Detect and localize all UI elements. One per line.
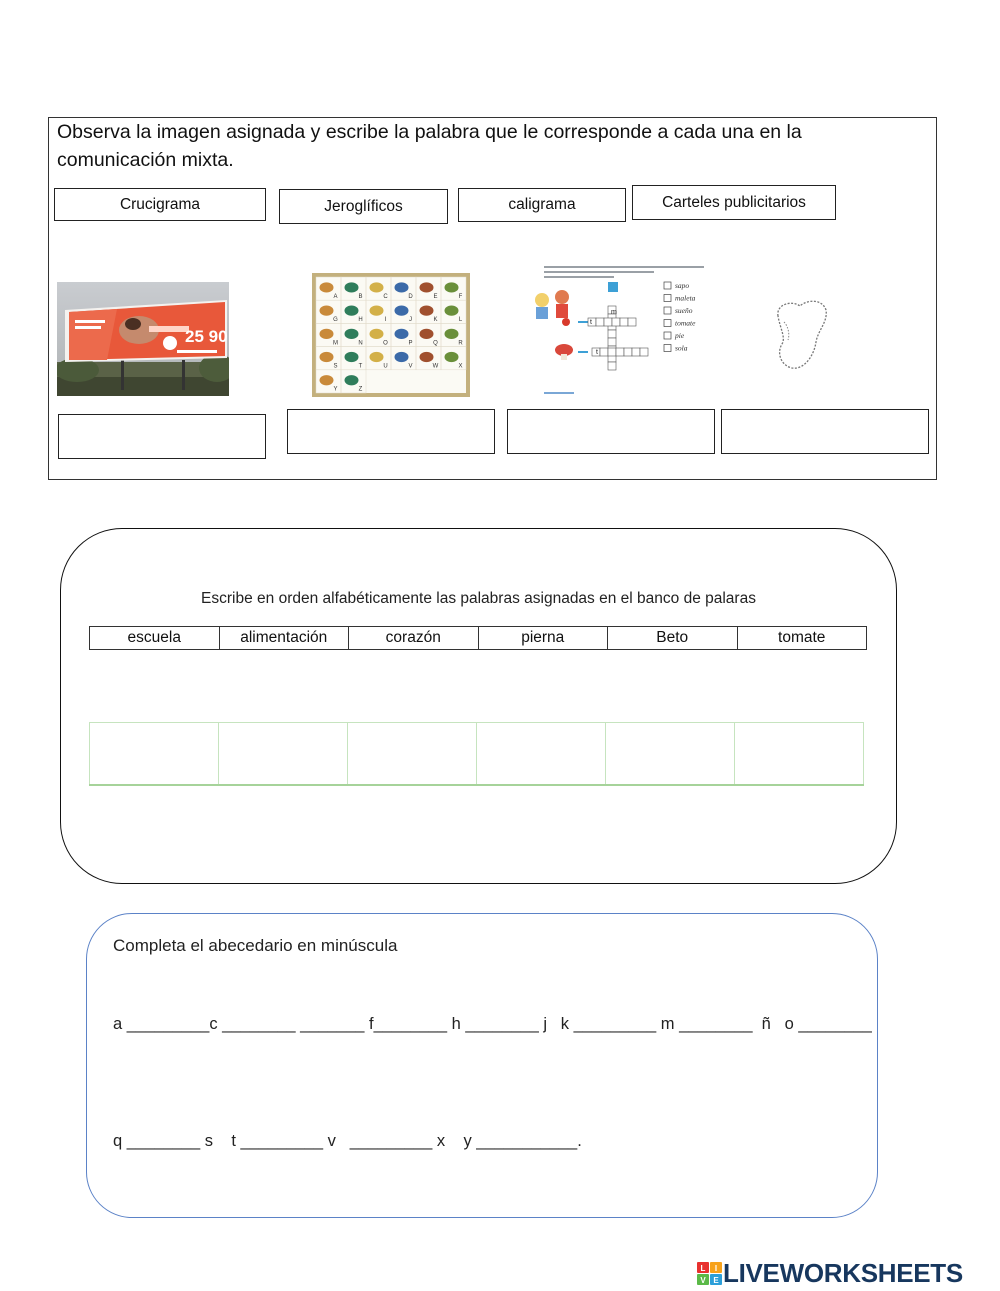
answer-input-crossword[interactable] <box>508 410 718 455</box>
alphabet-exercise-frame <box>86 913 878 1218</box>
hieroglyph-letter: C <box>383 293 388 300</box>
crossword-cell <box>628 318 636 326</box>
hieroglyph-symbol <box>345 306 359 316</box>
answer-table-underline <box>89 784 864 786</box>
hieroglyph-letter: M <box>333 340 338 347</box>
hieroglyph-letter: N <box>358 340 363 347</box>
answer-input-billboard[interactable] <box>59 415 269 460</box>
answer-input-5[interactable] <box>606 722 738 786</box>
crossword-word: pie <box>675 331 685 340</box>
answer-cell-5[interactable] <box>606 723 735 786</box>
crossword-letter: t <box>596 349 598 356</box>
hieroglyph-symbol <box>320 282 334 292</box>
answer-box-crossword[interactable] <box>507 409 715 454</box>
hieroglyph-letter: W <box>432 363 439 370</box>
crossword-word: tomate <box>675 318 696 328</box>
crossword-cell <box>604 318 612 326</box>
hieroglyph-letter: Z <box>358 386 363 393</box>
crossword-cell <box>612 318 620 326</box>
hieroglyph-letter: R <box>458 340 463 347</box>
hieroglyph-letter: V <box>408 363 413 370</box>
answer-box-hieroglyph[interactable] <box>287 409 495 454</box>
crossword-word: sueño <box>675 306 693 315</box>
hieroglyph-symbol <box>395 329 409 339</box>
crossword-worksheet-drawing <box>528 262 712 400</box>
hieroglyph-symbol <box>320 375 334 385</box>
answer-input-calligram[interactable] <box>722 410 932 455</box>
crossword-cell <box>600 348 608 356</box>
crossword-cell <box>608 338 616 346</box>
hieroglyph-symbol <box>345 329 359 339</box>
word-bank-cell: alimentación <box>219 627 349 650</box>
hieroglyph-symbol <box>420 306 434 316</box>
logo-letter: V <box>700 1275 706 1285</box>
hieroglyph-symbol <box>395 282 409 292</box>
crossword-cell <box>608 330 616 338</box>
answer-row <box>90 723 864 786</box>
answer-cell-4[interactable] <box>477 723 606 786</box>
answer-box-billboard[interactable] <box>58 414 266 459</box>
logo-letter: I <box>714 1263 718 1273</box>
hieroglyph-symbol <box>345 352 359 362</box>
crossword-word: maleta <box>675 293 696 303</box>
hieroglyph-image <box>312 273 470 397</box>
hieroglyph-letter: A <box>333 293 338 300</box>
answer-input-2[interactable] <box>219 722 351 786</box>
answer-cell-6[interactable] <box>735 723 864 786</box>
hieroglyph-symbol <box>370 352 384 362</box>
logo-text: LIVEWORKSHEETS <box>723 1258 963 1288</box>
hieroglyph-symbol <box>370 306 384 316</box>
hieroglyph-symbol <box>320 329 334 339</box>
hieroglyph-symbol <box>370 282 384 292</box>
billboard-price: 25 90 <box>185 327 228 346</box>
answer-input-3[interactable] <box>348 722 480 786</box>
crossword-cell <box>632 348 640 356</box>
billboard-image <box>57 282 229 396</box>
hieroglyph-letter: U <box>383 363 388 370</box>
hieroglyph-letter: H <box>358 317 363 324</box>
answer-box-calligram[interactable] <box>721 409 929 454</box>
hieroglyph-letter: Q <box>433 340 438 347</box>
alphabetical-instructions: Escribe en orden alfabéticamente las palabras asignadas en el banco de palaras <box>201 590 756 607</box>
liveworksheets-logo <box>697 1258 963 1289</box>
hieroglyph-symbol <box>445 352 459 362</box>
hieroglyph-letter: J <box>409 317 412 324</box>
answer-input-6[interactable] <box>735 722 867 786</box>
calligram-drawing <box>770 296 830 376</box>
logo-mark-icon <box>697 1262 723 1286</box>
word-bank-cell: tomate <box>737 627 867 650</box>
logo-letter: L <box>700 1263 706 1273</box>
hieroglyph-letter: F <box>458 293 463 300</box>
hieroglyph-letter: P <box>408 340 413 347</box>
alphabet-instructions: Completa el abecedario en minúscula <box>113 936 398 955</box>
hieroglyph-symbol <box>370 329 384 339</box>
word-option-carteles: Carteles publicitarios <box>632 185 836 220</box>
hieroglyph-letter: L <box>458 317 463 324</box>
crossword-image <box>528 262 712 400</box>
crossword-cell <box>616 348 624 356</box>
matching-instructions: Observa la imagen asignada y escribe la palabra que le corresponde a cada una en la comunicación mixta. <box>57 121 802 171</box>
crossword-word: sapo <box>675 281 690 290</box>
word-bank-table <box>89 626 867 650</box>
crossword-cell <box>620 318 628 326</box>
hieroglyph-symbol <box>320 306 334 316</box>
hieroglyph-letter: S <box>333 363 338 370</box>
hieroglyph-letter: B <box>358 293 363 300</box>
hieroglyph-letter: D <box>408 293 413 300</box>
hieroglyph-symbol <box>445 306 459 316</box>
word-option-crucigrama: Crucigrama <box>54 188 266 221</box>
hieroglyph-symbol <box>420 329 434 339</box>
hieroglyph-grid <box>312 273 470 397</box>
word-option-jeroglificos: Jeroglíficos <box>279 189 448 224</box>
hieroglyph-letter: X <box>458 363 463 370</box>
crossword-cell <box>624 348 632 356</box>
crossword-cell <box>608 362 616 370</box>
crossword-cell <box>640 348 648 356</box>
hieroglyph-symbol <box>420 352 434 362</box>
hieroglyph-symbol <box>420 282 434 292</box>
hieroglyph-symbol <box>445 329 459 339</box>
crossword-word: sola <box>675 343 688 353</box>
hieroglyph-letter: Y <box>333 386 338 393</box>
answer-cell-1[interactable] <box>90 723 219 786</box>
calligram-image <box>770 296 830 376</box>
crossword-letter: t <box>590 319 592 326</box>
hieroglyph-letter: O <box>383 340 388 347</box>
word-bank-cell: corazón <box>349 627 479 650</box>
word-bank-cell: Beto <box>608 627 738 650</box>
answer-input-hieroglyph[interactable] <box>288 410 498 455</box>
crossword-cell <box>608 348 616 356</box>
word-bank-row <box>90 627 867 650</box>
hieroglyph-symbol <box>395 352 409 362</box>
hieroglyph-symbol <box>445 282 459 292</box>
hieroglyph-letter: E <box>433 293 438 300</box>
hieroglyph-symbol <box>345 282 359 292</box>
crossword-letter: m <box>611 309 617 316</box>
hieroglyph-letter: I <box>384 317 387 324</box>
hieroglyph-symbol <box>395 306 409 316</box>
hieroglyph-symbol <box>345 375 359 385</box>
logo-letter: E <box>713 1275 719 1285</box>
crossword-cell <box>596 318 604 326</box>
hieroglyph-symbol <box>320 352 334 362</box>
hieroglyph-letter: G <box>333 317 338 324</box>
word-bank-cell: escuela <box>90 627 220 650</box>
answer-cell-2[interactable] <box>219 723 348 786</box>
answer-cell-3[interactable] <box>348 723 477 786</box>
word-option-caligrama: caligrama <box>458 188 626 222</box>
answer-input-1[interactable] <box>90 722 222 786</box>
hieroglyph-letter: T <box>358 363 363 370</box>
alphabet-line-2[interactable]: q ________ s t _________ v _________ x y ___________. <box>113 1132 582 1150</box>
hieroglyph-letter: K <box>433 317 438 324</box>
alphabetical-order-frame <box>60 528 897 884</box>
answer-input-4[interactable] <box>477 722 609 786</box>
billboard-photo <box>57 282 229 396</box>
alphabet-line-1[interactable]: a _________c ________ _______ f________ h ________ j k _________ m ________ ñ o ________ <box>113 1015 872 1033</box>
alphabetical-answer-table <box>89 722 864 786</box>
word-bank-cell: pierna <box>478 627 608 650</box>
